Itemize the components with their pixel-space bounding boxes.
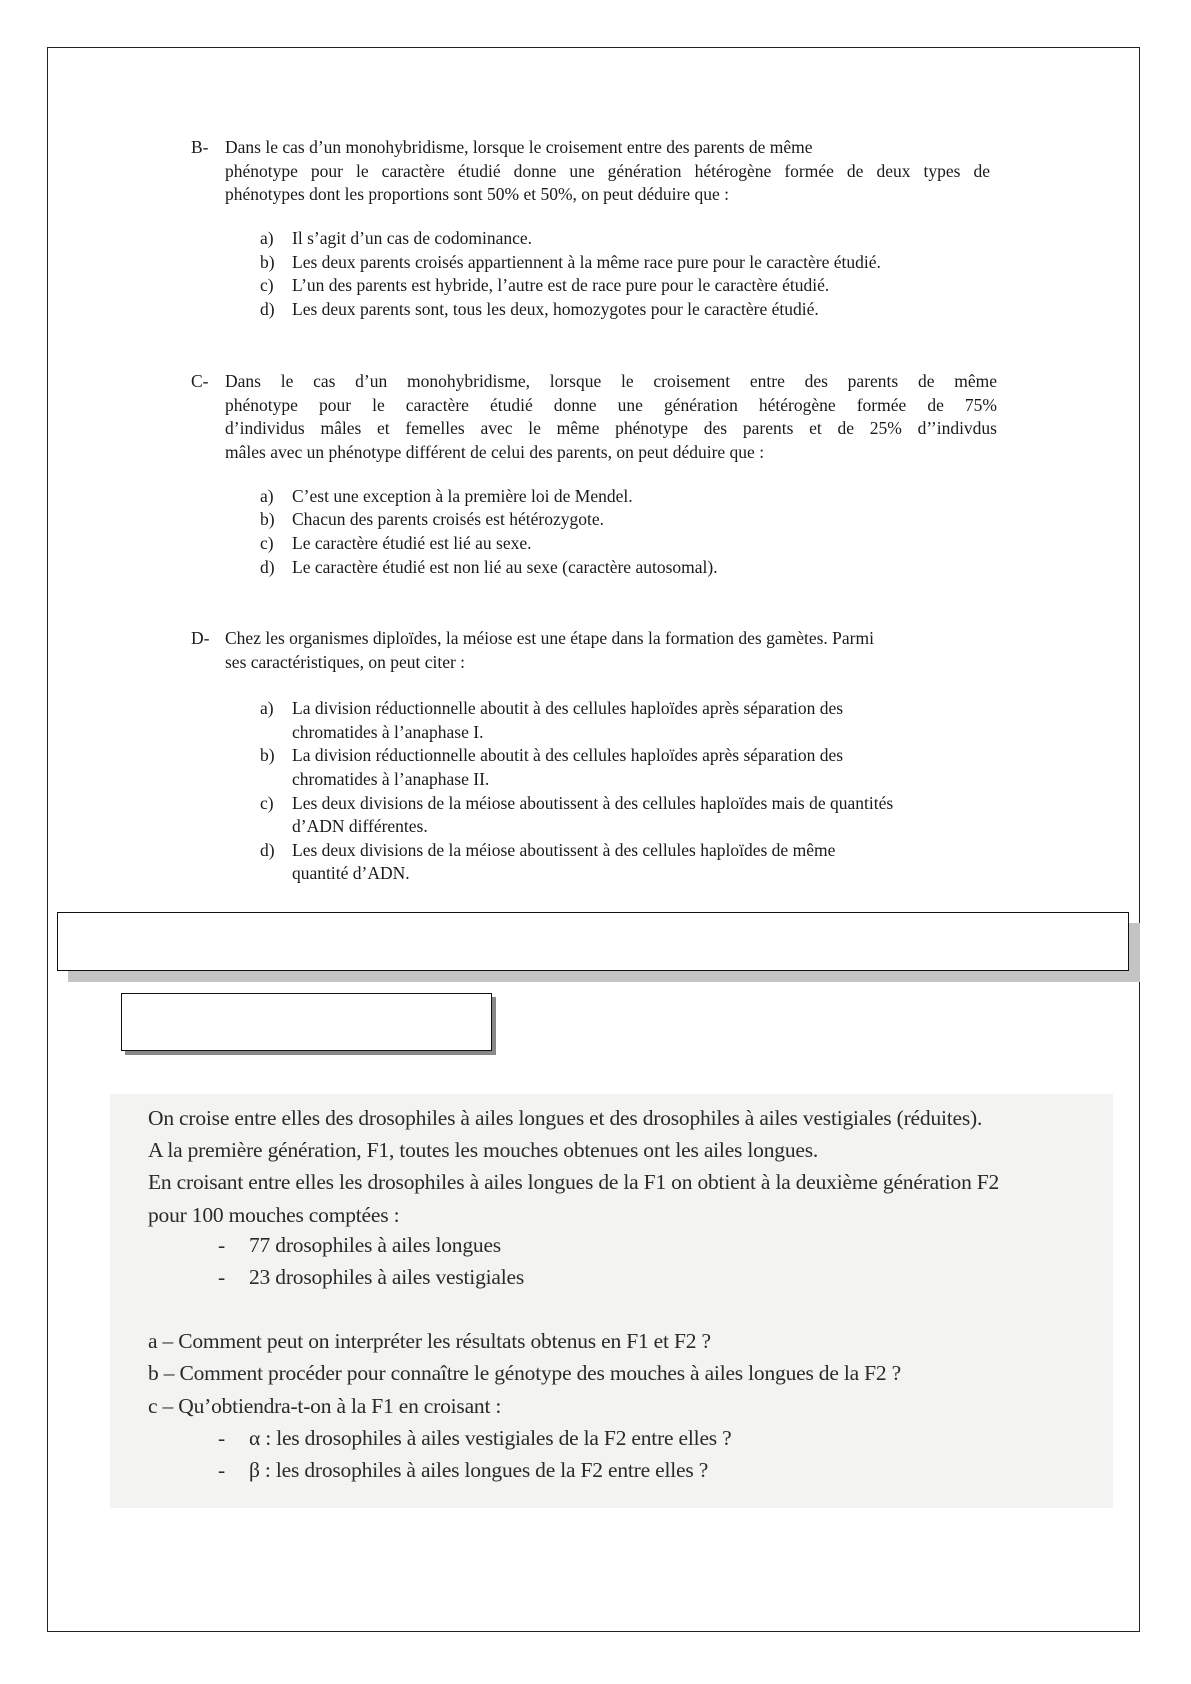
option-letter: b)	[260, 745, 275, 765]
question-label: B-	[191, 137, 209, 157]
stem-line: Dans le cas d’un monohybridisme, lorsque le croisement entre des parents de même	[225, 137, 813, 157]
bullet-dash: -	[218, 1458, 225, 1482]
question-c: c – Qu’obtiendra-t-on à la F1 en croisant :	[148, 1394, 502, 1418]
option-b: Les deux parents croisés appartiennent à la même race pure pour le caractère étudié.	[292, 252, 881, 272]
option-d: Les deux divisions de la méiose aboutissent à des cellules haploïdes de même	[292, 840, 836, 860]
sub-question-alpha: α : les drosophiles à ailes vestigiales de la F2 entre elles ?	[249, 1426, 732, 1450]
option-a: C’est une exception à la première loi de Mendel.	[292, 486, 633, 506]
question-b: b – Comment procéder pour connaître le génotype des mouches à ailes longues de la F2 ?	[148, 1361, 901, 1385]
intro-line: A la première génération, F1, toutes les mouches obtenues ont les ailes longues.	[148, 1138, 819, 1162]
option-letter: b)	[260, 509, 275, 529]
option-c: Les deux divisions de la méiose aboutissent à des cellules haploïdes mais de quantités	[292, 793, 894, 813]
intro-line: En croisant entre elles les drosophiles à ailes longues de la F1 on obtient à la deuxième génération F2	[148, 1170, 1000, 1194]
section-title-box	[57, 912, 1129, 971]
option-c-cont: d’ADN différentes.	[292, 816, 428, 836]
option-d: Les deux parents sont, tous les deux, homozygotes pour le caractère étudié.	[292, 299, 819, 319]
option-letter: a)	[260, 486, 274, 506]
option-letter: c)	[260, 275, 274, 295]
stem-line: Chez les organismes diploïdes, la méiose est une étape dans la formation des gamètes. Parmi	[225, 628, 874, 648]
option-b-cont: chromatides à l’anaphase II.	[292, 769, 490, 789]
question-label: D-	[191, 628, 210, 648]
option-d-cont: quantité d’ADN.	[292, 863, 410, 883]
option-b: Chacun des parents croisés est hétérozygote.	[292, 509, 604, 529]
option-letter: c)	[260, 793, 274, 813]
result-long-wings: 77 drosophiles à ailes longues	[249, 1233, 501, 1257]
option-letter: d)	[260, 299, 275, 319]
option-a: La division réductionnelle aboutit à des cellules haploïdes après séparation des	[292, 698, 844, 718]
option-letter: c)	[260, 533, 274, 553]
intro-line: On croise entre elles des drosophiles à ailes longues et des drosophiles à ailes vestigiales (réduites).	[148, 1106, 983, 1130]
option-a-cont: chromatides à l’anaphase I.	[292, 722, 484, 742]
result-vestigial-wings: 23 drosophiles à ailes vestigiales	[249, 1265, 525, 1289]
stem-line: mâles avec un phénotype différent de celui des parents, on peut déduire que :	[225, 442, 765, 462]
bullet-dash: -	[218, 1233, 225, 1257]
bullet-dash: -	[218, 1426, 225, 1450]
option-d: Le caractère étudié est non lié au sexe (caractère autosomal).	[292, 557, 718, 577]
stem-line: d’individus mâles et femelles avec le même phénotype des parents et de 25% d’’indivdus	[225, 418, 997, 438]
sub-question-beta: β : les drosophiles à ailes longues de la F2 entre elles ?	[249, 1458, 709, 1482]
bullet-dash: -	[218, 1265, 225, 1289]
option-b: La division réductionnelle aboutit à des cellules haploïdes après séparation des	[292, 745, 844, 765]
option-letter: a)	[260, 698, 274, 718]
stem-line: Dans le cas d’un monohybridisme, lorsque le croisement entre des parents de même	[225, 371, 997, 391]
stem-line: ses caractéristiques, on peut citer :	[225, 652, 466, 672]
intro-line: pour 100 mouches comptées :	[148, 1203, 400, 1227]
option-c: Le caractère étudié est lié au sexe.	[292, 533, 532, 553]
option-letter: b)	[260, 252, 275, 272]
option-letter: d)	[260, 557, 275, 577]
question-label: C-	[191, 371, 209, 391]
question-a: a – Comment peut on interpréter les résultats obtenus en F1 et F2 ?	[148, 1329, 711, 1353]
option-c: L’un des parents est hybride, l’autre est de race pure pour le caractère étudié.	[292, 275, 830, 295]
stem-line: phénotypes dont les proportions sont 50% et 50%, on peut déduire que :	[225, 184, 730, 204]
option-letter: a)	[260, 228, 274, 248]
stem-line: phénotype pour le caractère étudié donne une génération hétérogène formée de 75%	[225, 395, 997, 415]
exercise-title-box	[121, 993, 492, 1051]
option-a: Il s’agit d’un cas de codominance.	[292, 228, 533, 248]
option-letter: d)	[260, 840, 275, 860]
stem-line: phénotype pour le caractère étudié donne une génération hétérogène formée de deux types de	[225, 161, 990, 181]
